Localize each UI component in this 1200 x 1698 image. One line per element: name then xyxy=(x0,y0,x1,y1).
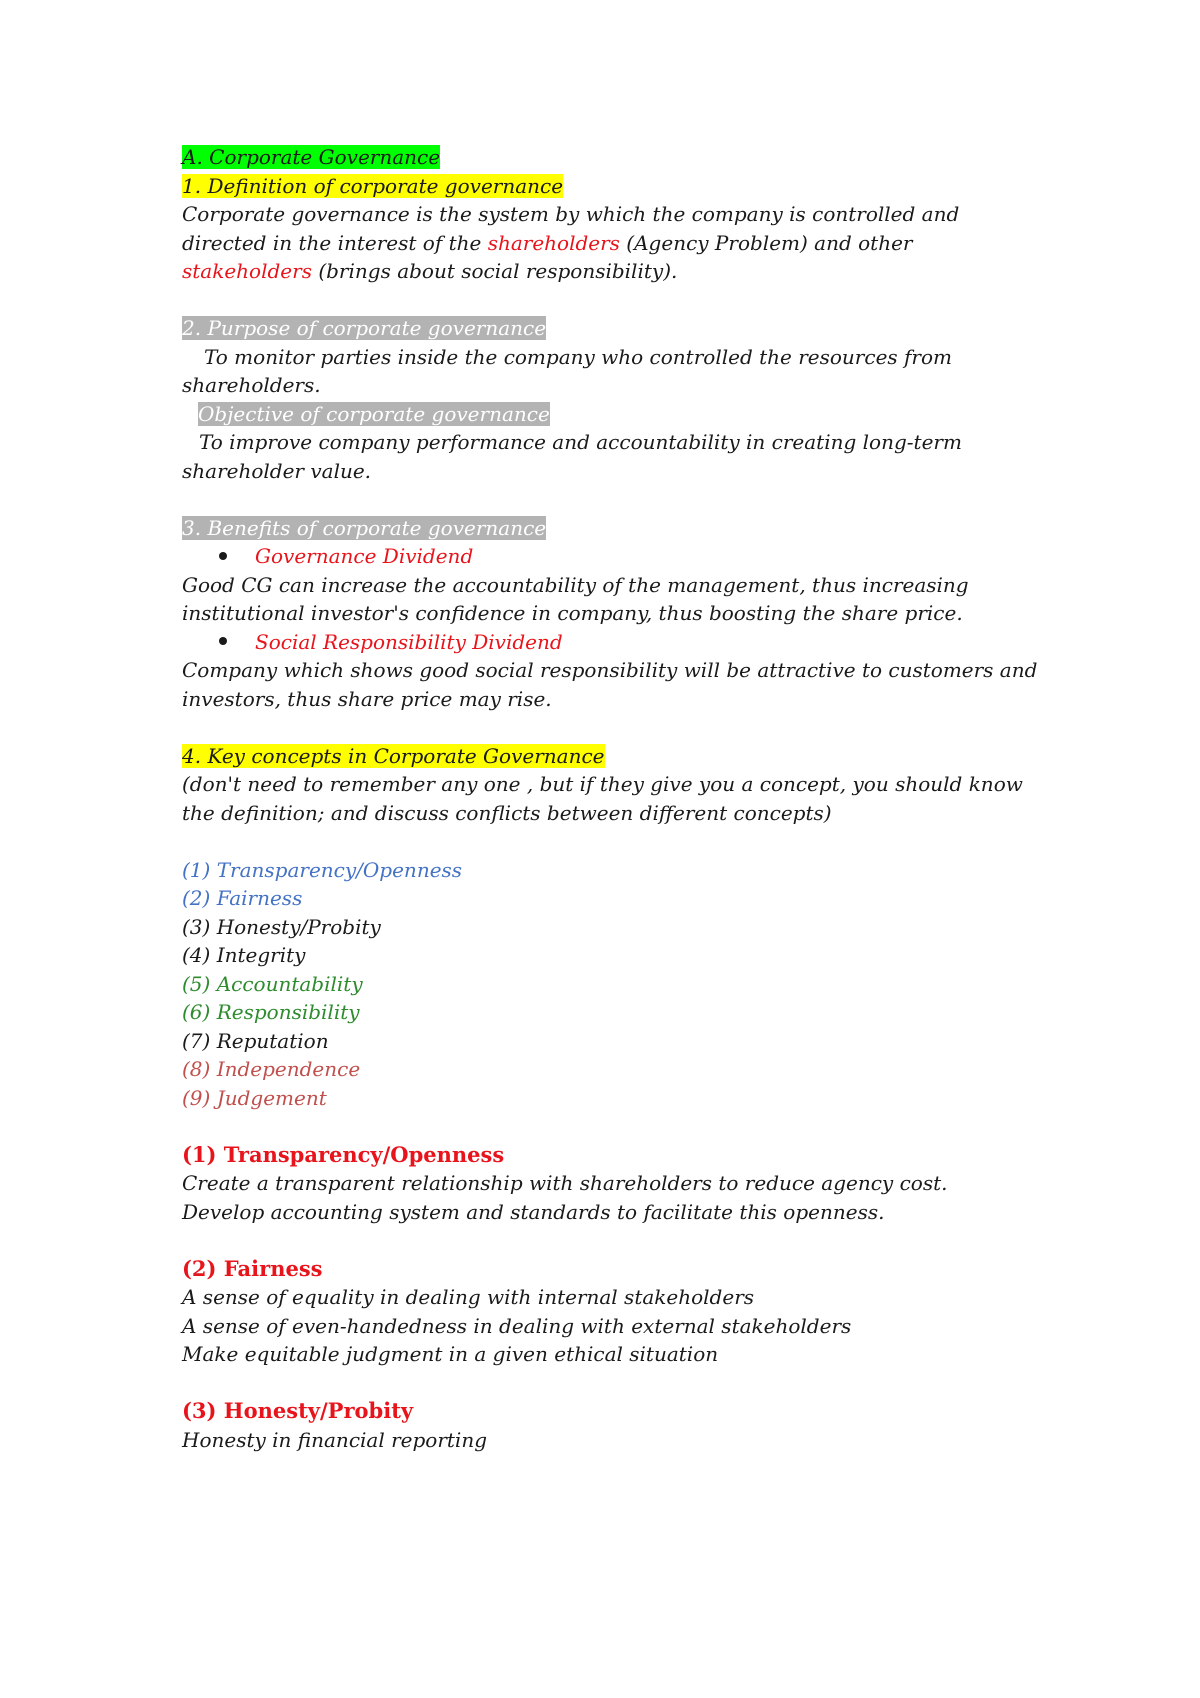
honesty-line-1: Honesty in financial reporting xyxy=(182,1427,488,1452)
section-a-title: A. Corporate Governance xyxy=(182,145,441,169)
bullet-icon xyxy=(219,552,227,560)
concept-item: (6) Responsibility xyxy=(182,1000,360,1024)
benefits-heading: 3. Benefits of corporate governance xyxy=(182,515,547,540)
concept-item: (8) Independence xyxy=(182,1057,361,1081)
fairness-line-3: Make equitable judgment in a given ethical situation xyxy=(182,1342,719,1366)
concept-item: (2) Fairness xyxy=(182,886,303,910)
concept-item: (1) Transparency/Openness xyxy=(182,857,463,882)
objective-line-1: To improve company performance and accountability in creating long-term xyxy=(199,430,962,454)
definition-line-2: directed in the interest of the shareholders (Agency Problem) and other xyxy=(182,230,913,255)
shareholders-term: shareholders xyxy=(487,230,620,255)
objective-heading: Objective of corporate governance xyxy=(198,401,550,426)
definition-line-1: Corporate governance is the system by which the company is controlled and xyxy=(182,202,960,226)
objective-line-2: shareholder value. xyxy=(182,458,372,483)
fairness-heading: (2) Fairness xyxy=(182,1255,323,1281)
transparency-heading: (1) Transparency/Openness xyxy=(182,1141,505,1167)
fairness-line-2: A sense of even-handedness in dealing with external stakeholders xyxy=(182,1313,852,1338)
concept-item: (4) Integrity xyxy=(182,943,306,967)
concept-item: (9) Judgement xyxy=(182,1085,327,1110)
bullet-icon xyxy=(219,637,227,645)
honesty-heading: (3) Honesty/Probity xyxy=(182,1398,414,1423)
governance-dividend-line-1: Good CG can increase the accountability of the management, thus increasing xyxy=(182,572,969,597)
fairness-line-1: A sense of equality in dealing with internal stakeholders xyxy=(182,1285,755,1309)
social-dividend-line-1: Company which shows good social responsibility will be attractive to customers and xyxy=(182,658,1038,682)
key-concepts-heading: 4. Key concepts in Corporate Governance xyxy=(182,743,605,768)
document-page xyxy=(182,143,1082,1454)
governance-dividend-line-2: institutional investor's confidence in company, thus boosting the share price. xyxy=(182,601,963,625)
concept-item: (7) Reputation xyxy=(182,1028,329,1053)
stakeholders-term: stakeholders xyxy=(182,259,312,283)
bullet-social-responsibility-dividend: Social Responsibility Dividend xyxy=(182,628,1082,657)
transparency-line-1: Create a transparent relationship with shareholders to reduce agency cost. xyxy=(182,1171,948,1195)
definition-line-3: stakeholders (brings about social responsibility). xyxy=(182,259,678,283)
key-concepts-note-1: (don't need to remember any one , but if they give you a concept, you should know xyxy=(182,772,1023,796)
concept-item: (5) Accountability xyxy=(182,971,363,996)
purpose-line-1: To monitor parties inside the company who controlled the resources from xyxy=(204,344,952,369)
purpose-line-2: shareholders. xyxy=(182,373,321,397)
concept-item: (3) Honesty/Probity xyxy=(182,914,381,939)
purpose-heading: 2. Purpose of corporate governance xyxy=(182,316,547,340)
key-concepts-note-2: the definition; and discuss conflicts between different concepts) xyxy=(182,800,832,825)
definition-heading: 1. Definition of corporate governance xyxy=(182,173,564,198)
bullet-governance-dividend: Governance Dividend xyxy=(182,542,1082,571)
social-dividend-line-2: investors, thus share price may rise. xyxy=(182,686,552,711)
transparency-line-2: Develop accounting system and standards to facilitate this openness. xyxy=(182,1199,885,1224)
